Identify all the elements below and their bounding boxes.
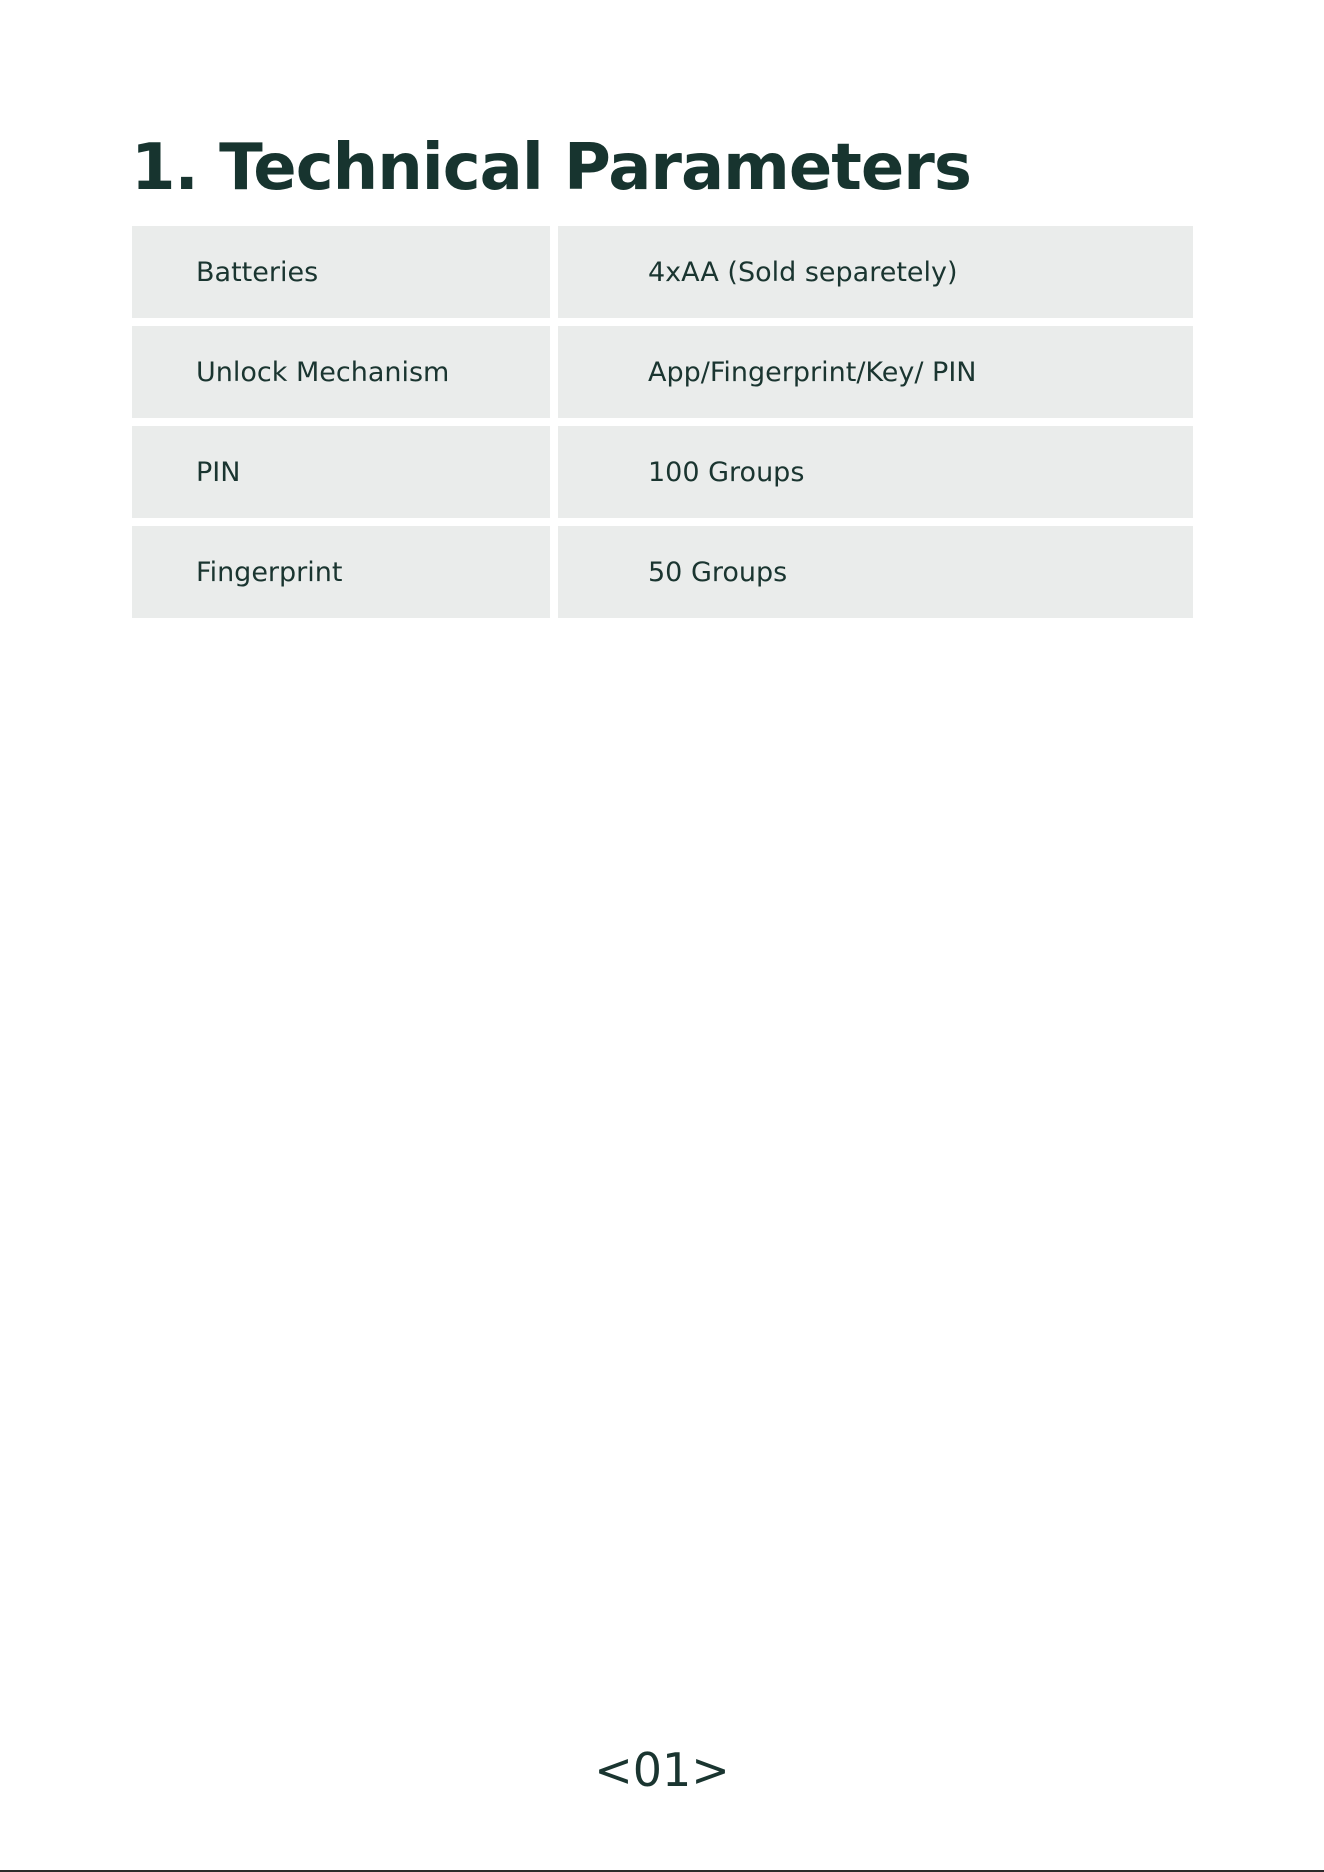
parameter-value: 100 Groups	[558, 426, 1193, 518]
page-number: <01>	[594, 1743, 730, 1797]
parameter-label: Unlock Mechanism	[132, 326, 550, 418]
table-row	[132, 226, 1193, 318]
parameter-value: App/Fingerprint/Key/ PIN	[558, 326, 1193, 418]
table-row	[132, 426, 1193, 518]
parameter-value: 50 Groups	[558, 526, 1193, 618]
page-title: 1. Technical Parameters	[131, 131, 971, 205]
parameter-label: PIN	[132, 426, 550, 518]
parameter-label: Batteries	[132, 226, 550, 318]
table-row	[132, 526, 1193, 618]
parameter-value: 4xAA (Sold separetely)	[558, 226, 1193, 318]
technical-parameters-table	[132, 226, 1193, 626]
parameter-label: Fingerprint	[132, 526, 550, 618]
table-row	[132, 326, 1193, 418]
